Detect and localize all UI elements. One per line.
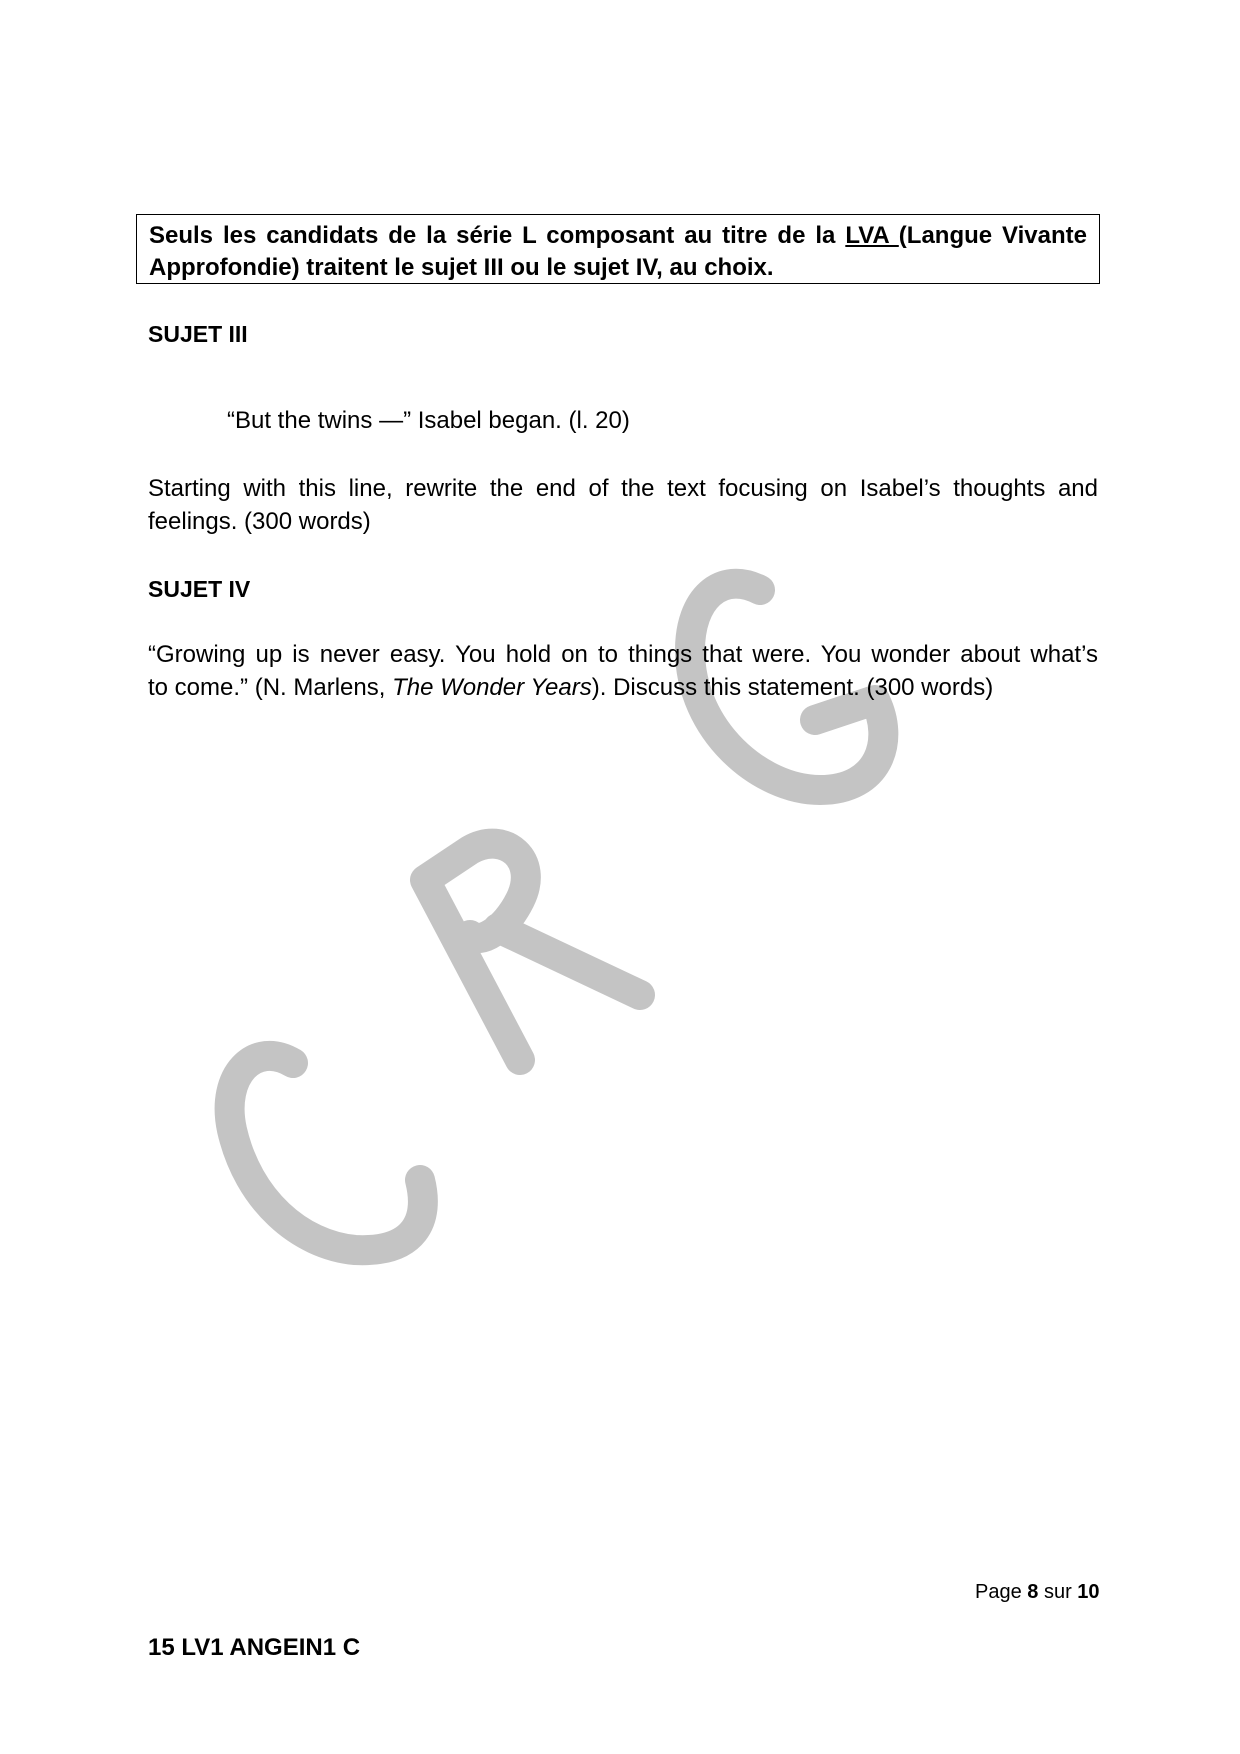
exam-code: 15 LV1 ANGEIN1 C xyxy=(148,1634,361,1661)
sujet-3-quote: “But the twins —” Isabel began. (l. 20) xyxy=(227,407,630,434)
work-title: The Wonder Years xyxy=(392,674,592,701)
watermark-letter-r xyxy=(425,844,640,1060)
lva-underlined: LVA xyxy=(845,222,899,249)
sujet-3-heading: SUJET III xyxy=(148,321,248,347)
page-number: Page 8 sur 10 xyxy=(975,1581,1100,1603)
instructions-notice-box xyxy=(136,214,1100,284)
notice-line-1: Seuls les candidats de la série L composant au titre de la LVA (Langue Vivante xyxy=(149,222,1087,249)
watermark-letter-c xyxy=(230,1056,423,1250)
sujet-4-heading: SUJET IV xyxy=(148,576,251,602)
sujet-4-instructions: “Growing up is never easy. You hold on to things that were. You wonder about what’s to come.” (N. Marlens, The Wonder Years). Discuss this statement. (300 words) xyxy=(148,641,1098,701)
notice-line-2: Approfondie) traitent le sujet III ou le sujet IV, au choix. xyxy=(149,254,774,281)
sujet-3-instructions: Starting with this line, rewrite the end of the text focusing on Isabel’s thoughts and feelings. (300 words) xyxy=(148,475,1098,535)
